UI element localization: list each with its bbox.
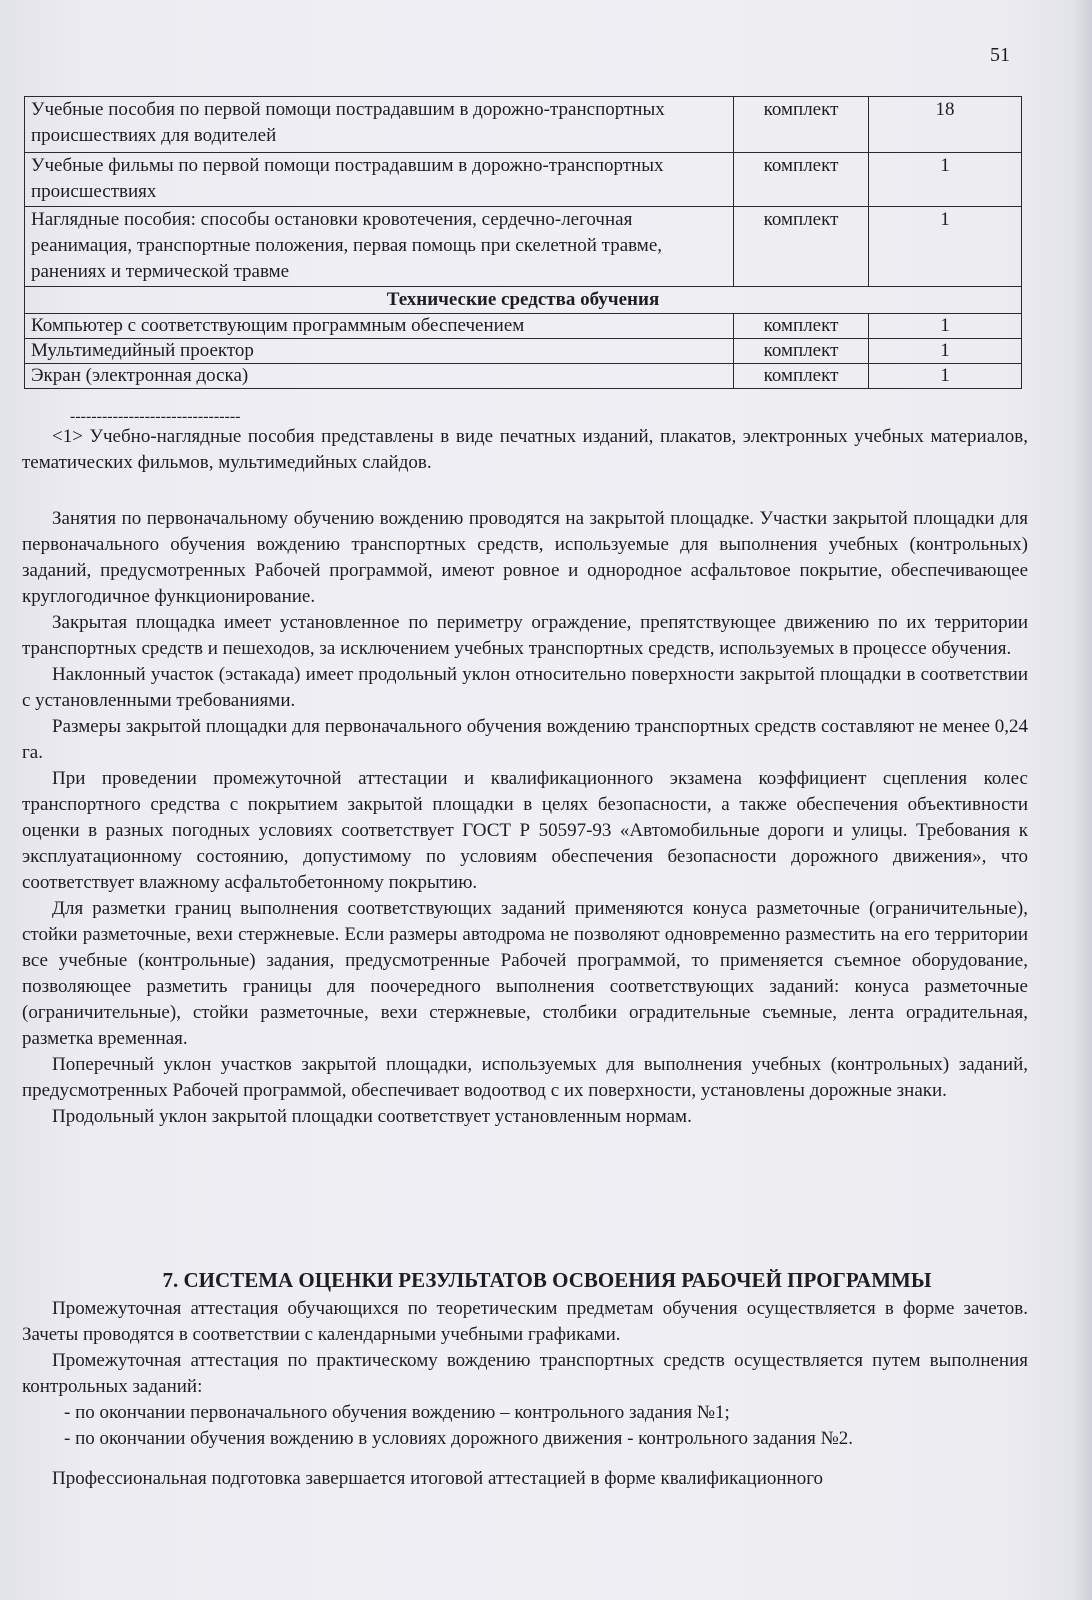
table-cell-unit: комплект bbox=[734, 364, 869, 389]
table-cell-qty: 1 bbox=[869, 207, 1022, 287]
paragraph: Промежуточная аттестация обучающихся по теоретическим предметам обучения осуществляется в форме зачетов. Зачеты проводятся в соответствии с календарными учебными графиками. bbox=[22, 1298, 1028, 1345]
table-cell-qty: 1 bbox=[869, 314, 1022, 339]
page-number: 51 bbox=[990, 44, 1010, 66]
paragraph: Профессиональная подготовка завершается итоговой аттестацией в форме квалификационного bbox=[52, 1468, 824, 1489]
table-row bbox=[25, 207, 1022, 287]
body-text bbox=[22, 506, 1028, 1130]
list-item: - по окончании обучения вождению в условиях дорожного движения - контрольного задания №2. bbox=[64, 1428, 853, 1449]
table-row bbox=[25, 314, 1022, 339]
table-cell-unit: комплект bbox=[734, 97, 869, 153]
paragraph: Наклонный участок (эстакада) имеет продольный уклон относительно поверхности закрытой площадки в соответствии с установленными требованиями. bbox=[22, 664, 1028, 711]
table-cell-qty: 1 bbox=[869, 339, 1022, 364]
footnote-separator: -------------------------------- bbox=[70, 408, 241, 425]
footnote-text: <1> Учебно-наглядные пособия представлены в виде печатных изданий, плакатов, электронных учебных материалов, тематических фильмов, мультимедийных слайдов. bbox=[22, 426, 1028, 473]
paragraph: При проведении промежуточной аттестации и квалификационного экзамена коэффициент сцепления колес транспортного средства с покрытием закрытой площадки в целях безопасности, а также обеспечения объективности оценки в разных погодных условиях соответствует ГОСТ Р 50597-93 «Автомобильные дороги и улицы. Требования к эксплуатационному состоянию, допустимому по условиям обеспечения безопасности дорожного движения», что соответствует влажному асфальтобетонному покрытию. bbox=[22, 768, 1028, 893]
paragraph: Закрытая площадка имеет установленное по периметру ограждение, препятствующее движению по их территории транспортных средств и пешеходов, за исключением учебных транспортных средств, используемых в процессе обучения. bbox=[22, 612, 1028, 659]
list-item: - по окончании первоначального обучения вождению – контрольного задания №1; bbox=[64, 1402, 730, 1423]
section-body bbox=[22, 1296, 1028, 1492]
table-section-title: Технические средства обучения bbox=[25, 287, 1022, 314]
table-cell-qty: 18 bbox=[869, 97, 1022, 153]
footnote bbox=[22, 424, 1028, 476]
table-cell-unit: комплект bbox=[734, 339, 869, 364]
table-cell-unit: комплект bbox=[734, 314, 869, 339]
table-cell-name: Мультимедийный проектор bbox=[25, 339, 734, 364]
table-cell-name: Компьютер с соответствующим программным обеспечением bbox=[25, 314, 734, 339]
resources-table bbox=[24, 96, 1022, 389]
table-cell-name: Учебные фильмы по первой помощи пострадавшим в дорожно-транспортных происшествиях bbox=[25, 153, 734, 207]
table-cell-unit: комплект bbox=[734, 153, 869, 207]
table-cell-qty: 1 bbox=[869, 153, 1022, 207]
table-section-row bbox=[25, 287, 1022, 314]
paragraph: Продольный уклон закрытой площадки соответствует установленным нормам. bbox=[52, 1106, 692, 1127]
paragraph: Поперечный уклон участков закрытой площадки, используемых для выполнения учебных (контрольных) заданий, предусмотренных Рабочей программой, обеспечивает водоотвод с их поверхности, установлены дорожные знаки. bbox=[22, 1054, 1028, 1101]
table-cell-unit: комплект bbox=[734, 207, 869, 287]
page-edge bbox=[1070, 0, 1092, 1600]
table-row bbox=[25, 153, 1022, 207]
table-cell-name: Учебные пособия по первой помощи пострадавшим в дорожно-транспортных происшествиях для водителей bbox=[25, 97, 734, 153]
section-heading: 7. СИСТЕМА ОЦЕНКИ РЕЗУЛЬТАТОВ ОСВОЕНИЯ РАБОЧЕЙ ПРОГРАММЫ bbox=[162, 1268, 932, 1292]
table-row bbox=[25, 364, 1022, 389]
paragraph: Занятия по первоначальному обучению вождению проводятся на закрытой площадке. Участки закрытой площадки для первоначального обучения вождению транспортных средств, используемые для выполнения учебных (контрольных) заданий, предусмотренных Рабочей программой, имеют ровное и однородное асфальтовое покрытие, обеспечивающее круглогодичное функционирование. bbox=[22, 508, 1028, 607]
paragraph: Промежуточная аттестация по практическому вождению транспортных средств осуществляется путем выполнения контрольных заданий: bbox=[22, 1350, 1028, 1397]
table-row bbox=[25, 339, 1022, 364]
paragraph: Для разметки границ выполнения соответствующих заданий применяются конуса разметочные (ограничительные), стойки разметочные, вехи стержневые. Если размеры автодрома не позволяют одновременно разместить на его территории все учебные (контрольные) задания, предусмотренные Рабочей программой, то применяется съемное оборудование, позволяющее разметить границы для поочередного выполнения соответствующих заданий: конуса разметочные (ограничительные), стойки разметочные, вехи стержневые, столбики оградительные съемные, лента оградительная, разметка временная. bbox=[22, 898, 1028, 1049]
table-cell-name: Наглядные пособия: способы остановки кровотечения, сердечно-легочная реанимация, транспортные положения, первая помощь при скелетной травме, ранениях и термической травме bbox=[25, 207, 734, 287]
table-cell-name: Экран (электронная доска) bbox=[25, 364, 734, 389]
paragraph: Размеры закрытой площадки для первоначального обучения вождению транспортных средств составляют не менее 0,24 га. bbox=[22, 716, 1028, 763]
table-cell-qty: 1 bbox=[869, 364, 1022, 389]
table-row bbox=[25, 97, 1022, 153]
